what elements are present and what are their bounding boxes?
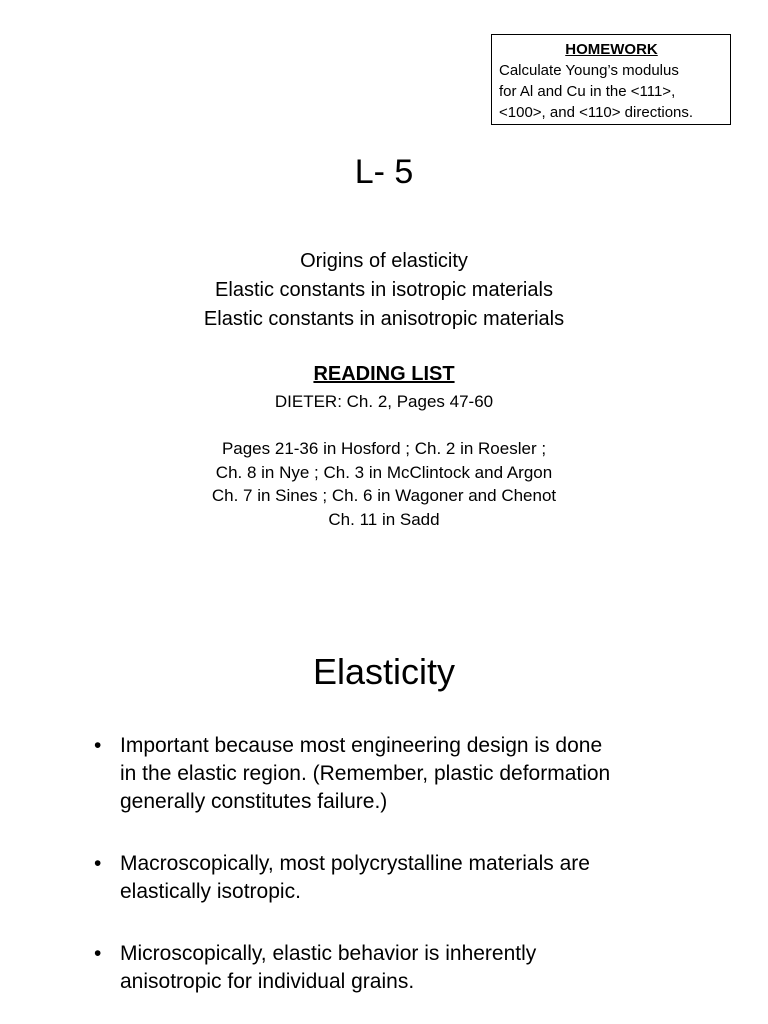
topic-list (0, 247, 768, 334)
topic-item: Origins of elasticity (300, 250, 468, 272)
reading-references (0, 437, 768, 531)
reference-line: Ch. 11 in Sadd (328, 509, 440, 529)
lecture-title: L- 5 (354, 153, 414, 191)
topic-item: Elastic constants in isotropic materials (215, 279, 553, 301)
homework-line: for Al and Cu in the <111>, (499, 83, 676, 100)
bullet-marker: • (94, 942, 102, 965)
reference-line: Pages 21-36 in Hosford ; Ch. 2 in Roesler ; (221, 439, 547, 458)
homework-title: HOMEWORK (565, 41, 658, 58)
section-title: Elasticity (312, 651, 456, 692)
bullet-text (120, 732, 694, 816)
bullet-line: anisotropic for individual grains. (120, 970, 415, 993)
bullet-text (120, 940, 694, 996)
bullet-line: in the elastic region. (Remember, plastic deformation (120, 762, 611, 785)
bullet-line: Important because most engineering design is done (120, 734, 603, 757)
reading-list-title: READING LIST (313, 363, 455, 385)
homework-line: <100>, and <110> directions. (499, 104, 694, 121)
reference-line: Ch. 7 in Sines ; Ch. 6 in Wagoner and Chenot (211, 486, 557, 505)
reading-primary: DIETER: Ch. 2, Pages 47-60 (274, 392, 494, 411)
homework-text (499, 60, 724, 123)
reference-line: Ch. 8 in Nye ; Ch. 3 in McClintock and Argon (215, 462, 553, 482)
bullet-line: Microscopically, elastic behavior is inherently (120, 942, 537, 965)
bullet-marker: • (94, 734, 102, 757)
bullet-line: elastically isotropic. (120, 880, 301, 903)
bullet-line: generally constitutes failure.) (120, 790, 388, 813)
homework-box (491, 34, 731, 125)
bullet-text (120, 850, 694, 906)
homework-line: Calculate Young’s modulus (499, 62, 679, 79)
bullet-marker: • (94, 852, 102, 875)
topic-item: Elastic constants in anisotropic materials (203, 308, 565, 330)
bullet-line: Macroscopically, most polycrystalline materials are (120, 852, 590, 875)
